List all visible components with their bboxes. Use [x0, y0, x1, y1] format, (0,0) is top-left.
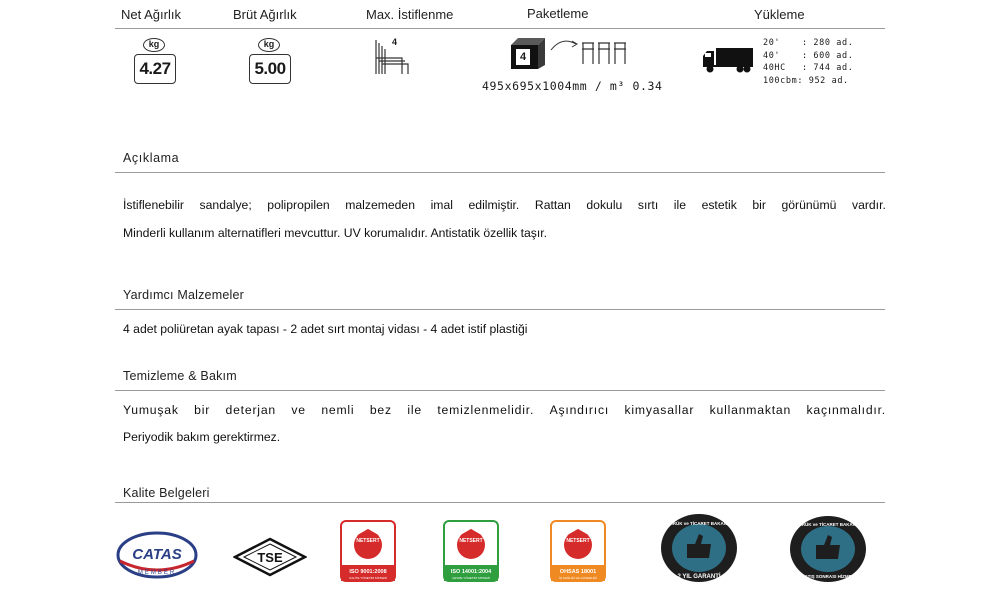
care-line-1	[123, 403, 886, 417]
loading-qty: : 952 ad.	[797, 75, 849, 86]
tse-logo-icon	[233, 537, 307, 577]
word: ile	[673, 198, 686, 212]
loading-qty: : 280 ad.	[802, 38, 854, 48]
word: polipropilen	[267, 198, 330, 212]
warranty-seal-icon	[659, 512, 739, 584]
ohsas-brand: NETSERT	[566, 538, 590, 544]
after-sales-bottom-text: SATIŞ SONRASI HİZMET	[801, 574, 855, 579]
catas-logo-icon	[116, 531, 198, 579]
tse-name: TSE	[257, 550, 283, 565]
loading-container: 100cbm	[763, 75, 798, 86]
ohsas-badge-icon	[550, 520, 606, 582]
iso14001-brand: NETSERT	[459, 538, 483, 544]
care-rule	[115, 390, 885, 391]
description-line-2: Minderli kullanım alternatifleri mevcuttur. UV korumalıdır. Antistatik özellik taşır.	[123, 226, 548, 240]
iso9001-code: ISO 9001:2008	[349, 569, 387, 575]
accessories-title: Yardımcı Malzemeler	[123, 288, 244, 302]
word: temizlenmelidir.	[437, 403, 535, 417]
iso9001-desc: KALİTE YÖNETİM SİSTEMİ	[349, 576, 387, 580]
kg-icon: kg	[143, 38, 165, 52]
certificates-rule	[115, 502, 885, 503]
accessories-rule	[115, 309, 885, 310]
iso14001-desc: ÇEVRE YÖNETİM SİSTEMİ	[452, 576, 490, 580]
after-sales-ring-text: GÜMRÜK ve TİCARET BAKANLIĞI	[791, 522, 865, 527]
word: sırtı	[637, 198, 659, 212]
package-dimensions: 495x695x1004mm / m³ 0.34	[482, 79, 663, 93]
word: Yumuşak	[123, 403, 179, 417]
iso9001-brand: NETSERT	[356, 538, 380, 544]
word: imal	[430, 198, 453, 212]
truck-icon	[702, 47, 754, 73]
ohsas-code: OHSAS 18001	[559, 569, 597, 575]
word: edilmiştir.	[468, 198, 520, 212]
word: Aşındırıcı	[549, 403, 610, 417]
after-sales-seal-icon	[788, 514, 868, 584]
word: vardır.	[851, 198, 886, 212]
net-weight-value: 4.27	[134, 54, 176, 84]
package-count: 4	[516, 49, 530, 65]
stack-count: 4	[392, 37, 398, 47]
loading-container: 40'	[763, 50, 781, 61]
word: nemli	[321, 403, 355, 417]
word: dokulu	[586, 198, 623, 212]
word: kimyasallar	[624, 403, 695, 417]
catas-sub: MEMBER	[137, 570, 177, 576]
net-weight-label: Net Ağırlık	[121, 7, 181, 22]
iso9001-badge-icon	[340, 520, 396, 582]
loading-label: Yükleme	[754, 7, 805, 22]
ohsas-desc: İŞ SAĞLIĞI VE GÜVENLİĞİ	[559, 576, 597, 580]
care-title: Temizleme & Bakım	[123, 369, 237, 383]
loading-container: 40HC	[763, 63, 786, 73]
word: kullanmaktan	[709, 403, 792, 417]
loading-qty: : 744 ad.	[802, 63, 854, 73]
packaging-label: Paketleme	[527, 6, 589, 21]
iso14001-badge-icon	[443, 520, 499, 582]
description-line-1	[123, 198, 886, 212]
header-rule	[115, 28, 885, 29]
max-stacking-label: Max. İstiflenme	[366, 7, 454, 22]
loading-row	[763, 62, 853, 75]
word: estetik	[701, 198, 737, 212]
word: bir	[194, 403, 211, 417]
word: ve	[291, 403, 306, 417]
word: malzemeden	[345, 198, 415, 212]
description-rule	[115, 172, 885, 173]
loading-row	[763, 50, 853, 63]
gross-weight-value: 5.00	[249, 54, 291, 84]
loading-row	[763, 37, 853, 50]
warranty-ring-text: GÜMRÜK ve TİCARET BAKANLIĞI	[662, 521, 736, 526]
word: İstiflenebilir	[123, 198, 184, 212]
word: ile	[407, 403, 422, 417]
iso14001-code: ISO 14001:2004	[450, 569, 492, 575]
accessories-text: 4 adet poliüretan ayak tapası - 2 adet sırt montaj vidası - 4 adet istif plastiği	[123, 322, 528, 336]
chair-arrow-icon	[548, 36, 632, 70]
loading-table	[763, 37, 853, 87]
loading-container: 20'	[763, 38, 781, 48]
warranty-bottom-text: 2 YIL GARANTİ	[677, 574, 721, 580]
word: bez	[369, 403, 392, 417]
word: sandalye;	[199, 198, 252, 212]
word: deterjan	[225, 403, 276, 417]
catas-name: CATAS	[132, 546, 182, 563]
loading-qty: : 600 ad.	[802, 50, 854, 61]
loading-row	[763, 75, 853, 88]
care-line-2: Periyodik bakım gerektirmez.	[123, 430, 281, 444]
certificates-title: Kalite Belgeleri	[123, 486, 210, 500]
description-title: Açıklama	[123, 151, 180, 165]
word: kaçınmalıdır.	[806, 403, 886, 417]
word: görünümü	[781, 198, 837, 212]
kg-icon: kg	[258, 38, 280, 52]
word: bir	[752, 198, 766, 212]
word: Rattan	[534, 198, 571, 212]
gross-weight-label: Brüt Ağırlık	[233, 7, 297, 22]
